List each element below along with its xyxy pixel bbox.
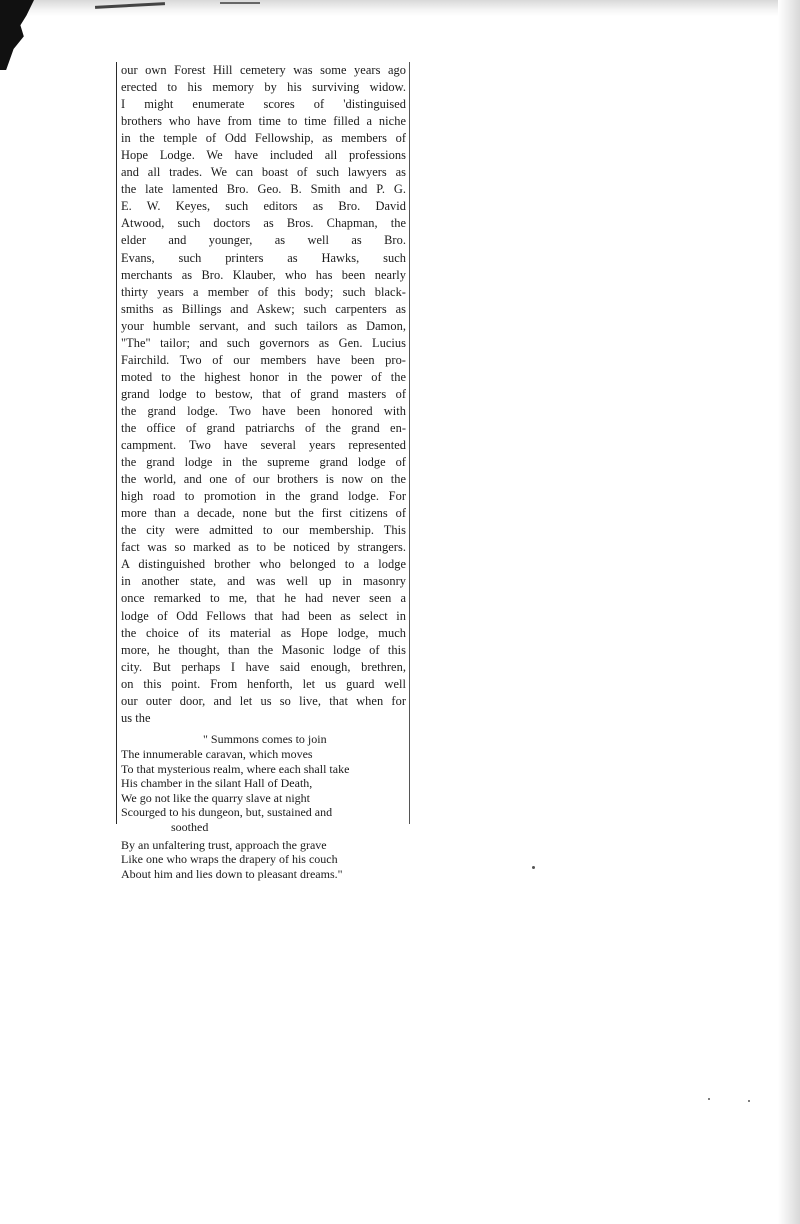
paper-speck — [748, 1100, 750, 1102]
paper-speck — [708, 1098, 710, 1100]
page-top-edge — [0, 0, 800, 16]
text-line: the late lamented Bro. Geo. B. Smith and P. G. — [121, 182, 406, 197]
text-line: your humble servant, and such tailors as Damon, — [121, 318, 406, 333]
text-line: Atwood, such doctors as Bros. Chapman, the — [121, 216, 406, 231]
text-line: and all trades. We can boast of such lawyers as — [121, 165, 406, 180]
text-line: erected to his memory by his surviving widow. — [121, 80, 406, 95]
text-line: fact was so marked as to be noticed by strangers. — [121, 540, 406, 555]
text-line: the world, and one of our brothers is now on the — [121, 472, 406, 487]
poem-line: soothed — [171, 819, 209, 834]
text-line: Evans, such printers as Hawks, such — [121, 250, 406, 265]
text-line: the choice of its material as Hope lodge, much — [121, 625, 406, 640]
text-line: smiths as Billings and Askew; such carpenters as — [121, 301, 406, 316]
text-line: high road to promotion in the grand lodge. For — [121, 489, 406, 504]
poem-line: By an unfaltering trust, approach the grave — [121, 837, 327, 852]
text-line: the office of grand patriarchs of the grand en- — [121, 420, 406, 435]
text-line: Fairchild. Two of our members have been pro- — [121, 352, 406, 367]
text-line: A distinguished brother who belonged to a lodge — [121, 557, 406, 572]
text-line: city. But perhaps I have said enough, brethren, — [121, 659, 406, 674]
paper-speck — [532, 866, 535, 869]
text-line: brothers who have from time to time filled a niche — [121, 114, 406, 129]
text-line: merchants as Bro. Klauber, who has been nearly — [121, 267, 406, 282]
text-line: in the temple of Odd Fellowship, as members of — [121, 131, 406, 146]
poem-lead-line: " Summons comes to join — [203, 731, 327, 746]
text-line: once remarked to me, that he had never seen a — [121, 591, 406, 606]
text-line: our own Forest Hill cemetery was some years ago — [121, 63, 406, 77]
text-line: on this point. From henforth, let us guard well — [121, 676, 406, 691]
poem-line: His chamber in the silant Hall of Death, — [121, 776, 313, 791]
text-line: moted to the highest honor in the power of the — [121, 369, 406, 384]
poem-line: The innumerable caravan, which moves — [121, 747, 313, 762]
poem-line: About him and lies down to pleasant dreams." — [121, 866, 343, 881]
text-line: the grand lodge. Two have been honored with — [121, 403, 406, 418]
text-line: E. W. Keyes, such editors as Bro. David — [121, 199, 406, 214]
ink-mark — [220, 2, 260, 4]
text-line: "The" tailor; and such governors as Gen. Lucius — [121, 335, 406, 350]
text-line: lodge of Odd Fellows that had been as select in — [121, 608, 406, 623]
text-line: the city were admitted to our membership. This — [121, 523, 406, 538]
text-line: I might enumerate scores of 'distinguised — [121, 97, 406, 112]
poem-line: We go not like the quarry slave at night — [121, 790, 310, 805]
poem-line: To that mysterious realm, where each shall take — [121, 761, 350, 776]
text-line: in another state, and was well up in masonry — [121, 574, 406, 589]
poem-line: Like one who wraps the drapery of his couch — [121, 852, 338, 867]
newspaper-column — [116, 62, 410, 881]
text-line: more than a decade, none but the first citizens of — [121, 506, 406, 521]
text-line: campment. Two have several years represented — [121, 438, 406, 453]
poem-line: Scourged to his dungeon, but, sustained and — [121, 805, 333, 820]
page-right-edge — [778, 0, 800, 1224]
text-line: the grand lodge in the supreme grand lodge of — [121, 455, 406, 470]
text-line: grand lodge to bestow, that of grand masters of — [121, 386, 406, 401]
text-line: Hope Lodge. We have included all professions — [121, 148, 406, 163]
text-line: thirty years a member of this body; such black- — [121, 284, 406, 299]
torn-corner — [0, 0, 34, 70]
text-line: our outer door, and let us so live, that when for — [121, 693, 406, 708]
text-line: elder and younger, as well as Bro. — [121, 233, 406, 248]
text-line: more, he thought, than the Masonic lodge of this — [121, 642, 406, 657]
text-line: us the — [121, 710, 151, 725]
